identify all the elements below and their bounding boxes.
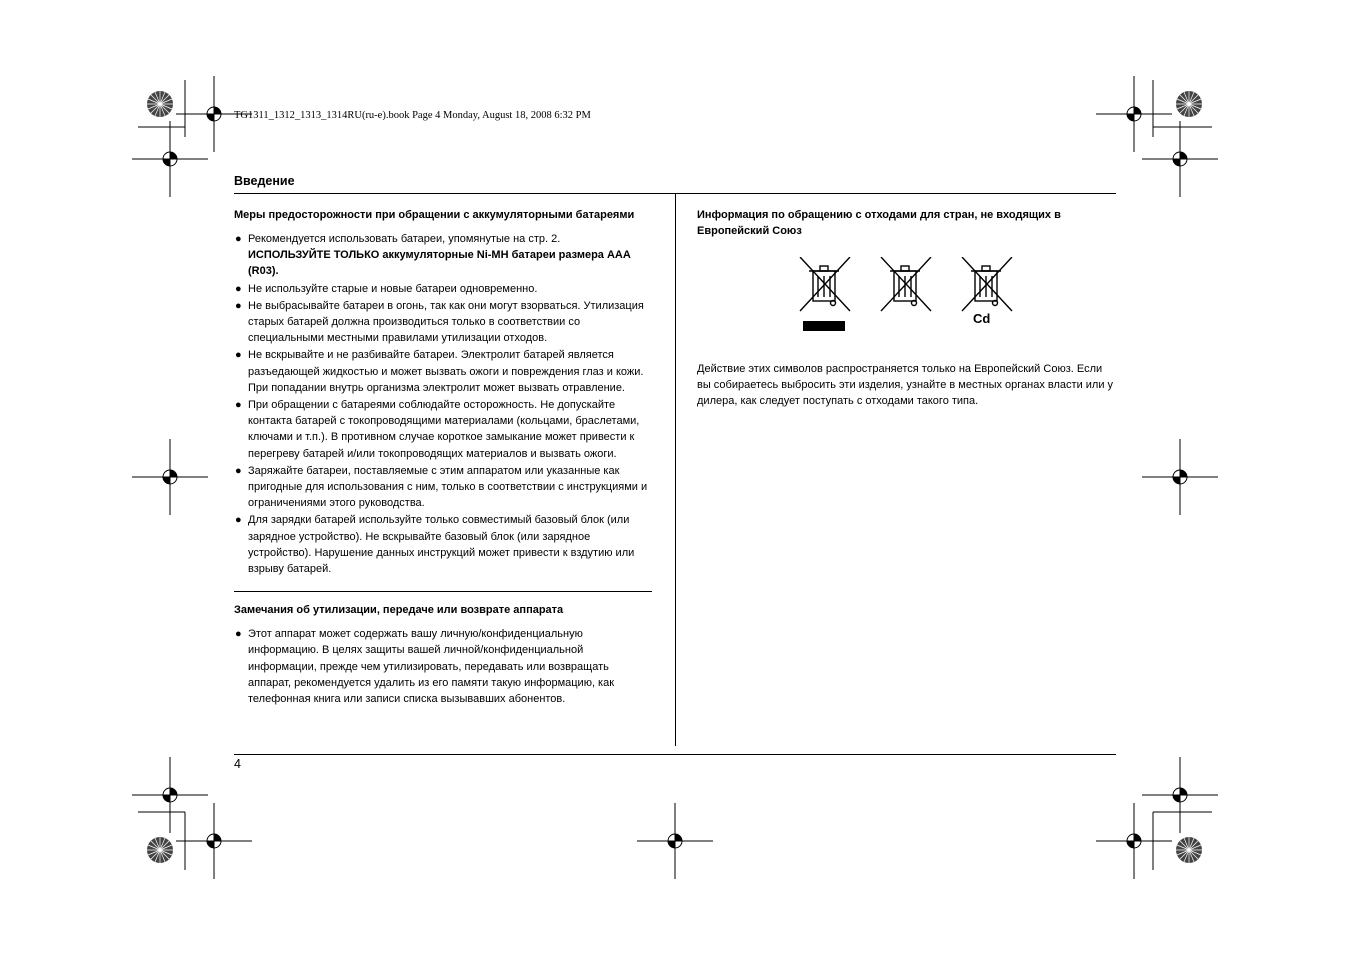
list-item-text: Для зарядки батарей используйте только совместимый базовый блок (или зарядное устройство). Не вскрывайте базовый блок (или зарядное устройство). Нарушение данных инструкций может привести к вздутию или взрыву батарей.	[248, 514, 635, 576]
page-number: 4	[234, 757, 241, 771]
list-item-text: Заряжайте батареи, поставляемые с этим аппаратом или указанные как пригодные для использования с ним, только в соответствии с инструкциями и ограничениями этого руководства.	[248, 464, 648, 510]
print-job-info: TG1311_1312_1313_1314RU(ru-e).book Page 4 Monday, August 18, 2008 6:32 PM	[234, 110, 591, 121]
waste-heading: Информация по обращению с отходами для стран, не входящих в Европейский Союз	[697, 209, 1061, 237]
bullet-icon: ●	[235, 349, 242, 362]
right-column	[697, 207, 1117, 410]
cd-label: Cd	[973, 311, 991, 326]
left-column	[234, 207, 654, 708]
bullet-icon: ●	[235, 282, 242, 295]
crossed-bin-cd-icon	[959, 257, 1015, 317]
bullet-icon: ●	[235, 628, 242, 641]
list-item-text: Рекомендуется использовать батареи, упомянутые на стр. 2.	[248, 233, 561, 245]
bullet-icon: ●	[235, 514, 242, 527]
list-item	[234, 463, 654, 512]
crossed-bin-icon	[878, 257, 934, 317]
bullet-icon: ●	[235, 233, 242, 245]
section-title: Введение	[234, 174, 295, 188]
list-item	[234, 626, 654, 707]
bullet-icon: ●	[235, 399, 242, 412]
disposal-heading: Замечания об утилизации, передаче или возврате аппарата	[234, 604, 564, 617]
column-divider	[675, 194, 676, 746]
bullet-icon: ●	[235, 464, 242, 477]
waste-info-text: Действие этих символов распространяется только на Европейский Союз. Если вы собираетесь выбросить эти изделия, узнайте в местных органах власти или у дилера, как следует поступать с отходами такого типа.	[697, 363, 1114, 408]
list-item-text: Этот аппарат может содержать вашу личную/конфиденциальную информацию. В целях защиты вашей личной/конфиденциальной информации, прежде чем утилизировать, передавать или возвращать аппарат, рекомендуется удалить из его памяти такую информацию, как телефонная книга или записи списка вызывавших абонентов.	[248, 628, 615, 706]
battery-heading: Меры предосторожности при обращении с аккумуляторными батареями	[234, 209, 635, 221]
list-item-text: Не используйте старые и новые батареи одновременно.	[248, 282, 538, 295]
list-item-text: Не вскрывайте и не разбивайте батареи. Электролит батарей является разъедающей жидкостью и может вызвать ожоги и повреждения глаз и кожи. При попадании внутрь организма электролит может вызвать отравление.	[248, 349, 644, 394]
battery-list	[234, 231, 654, 577]
list-item	[234, 347, 654, 396]
crossed-bin-with-bar-icon	[797, 257, 853, 335]
section-divider	[234, 591, 652, 592]
list-item	[234, 231, 654, 280]
list-item-text: Не выбрасывайте батареи в огонь, так как они могут взорваться. Утилизация старых батарей должна производиться только в соответствии со специальными местными правилами утилизации отходов.	[248, 299, 644, 345]
list-item	[234, 397, 654, 462]
crossed-bin-cd-symbol	[959, 257, 1015, 335]
list-item-bold-text: ИСПОЛЬЗУЙТЕ ТОЛЬКО аккумуляторные Ni-MH батареи размера AAA (R03).	[248, 249, 631, 278]
waste-symbols	[697, 257, 1117, 357]
disposal-list	[234, 626, 654, 707]
list-item	[234, 298, 654, 347]
list-item	[234, 512, 654, 577]
list-item-text: При обращении с батареями соблюдайте осторожность. Не допускайте контакта батарей с токопроводящими материалами (кольцами, браслетами, ключами и т.п.). В противном случае короткое замыкание может привести к перегреву батарей и/или токопроводящих материалов и вызвать ожоги.	[248, 399, 640, 460]
bullet-icon: ●	[235, 299, 242, 312]
list-item	[234, 281, 654, 297]
footer-rule	[234, 754, 1116, 755]
